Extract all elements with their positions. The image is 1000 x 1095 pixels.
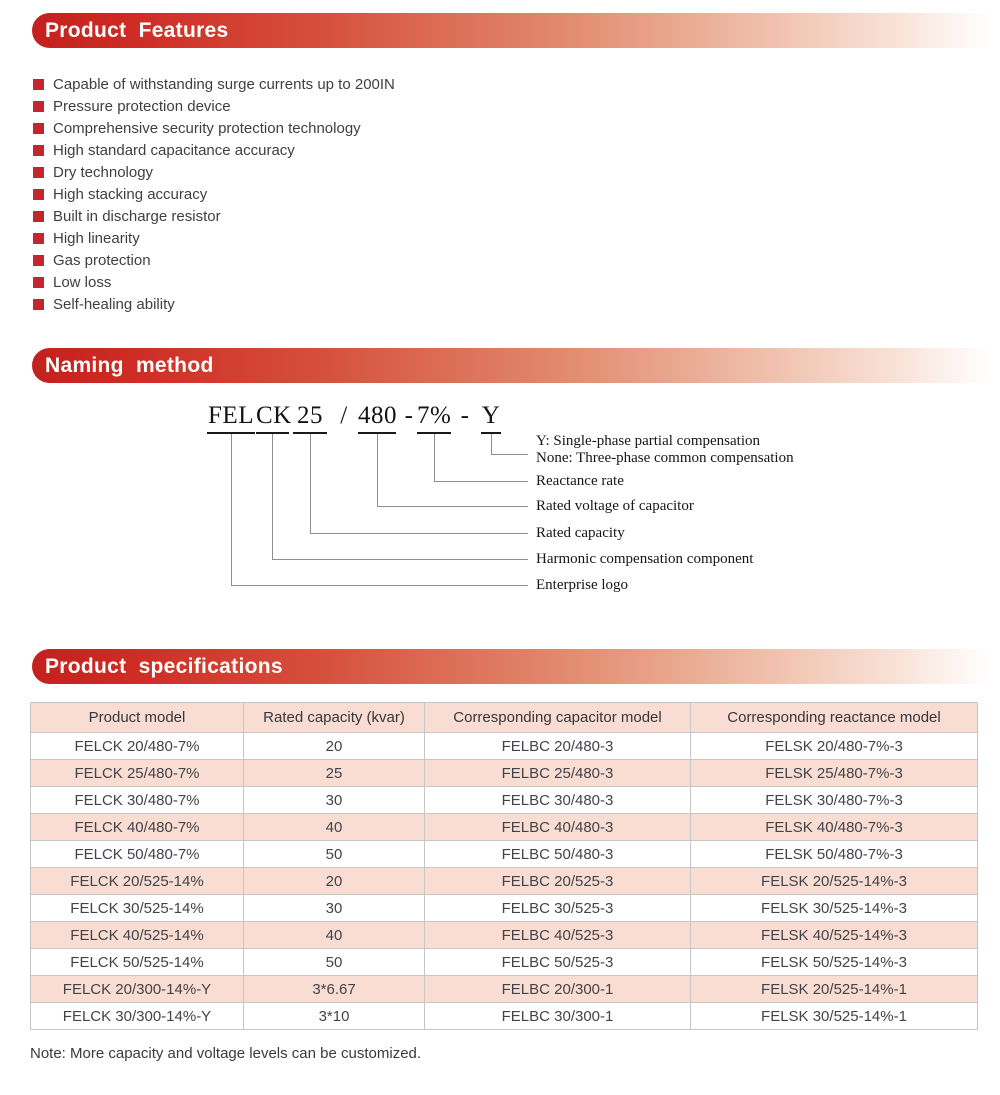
cell-rated-capacity: 50: [244, 841, 425, 868]
code-segment-reactance: 7%: [417, 402, 451, 434]
square-bullet-icon: [33, 123, 44, 134]
cell-rated-capacity: 3*6.67: [244, 976, 425, 1003]
cell-capacitor-model: FELBC 25/480-3: [425, 760, 691, 787]
table-row: [31, 814, 978, 841]
connector-line-phase: [491, 454, 528, 455]
diagram-label-enterprise: Enterprise logo: [536, 577, 629, 593]
feature-item: [33, 227, 1000, 249]
cell-capacitor-model: FELBC 20/525-3: [425, 868, 691, 895]
connector-line-capacity: [310, 533, 528, 534]
cell-capacitor-model: FELBC 20/300-1: [425, 976, 691, 1003]
cell-capacitor-model: FELBC 30/300-1: [425, 1003, 691, 1030]
header-reactance-model: Corresponding reactance model: [691, 703, 978, 733]
cell-capacitor-model: FELBC 30/480-3: [425, 787, 691, 814]
features-section-title: Product Features: [45, 18, 229, 42]
cell-rated-capacity: 50: [244, 949, 425, 976]
cell-rated-capacity: 30: [244, 787, 425, 814]
square-bullet-icon: [33, 79, 44, 90]
cell-rated-capacity: 20: [244, 733, 425, 760]
feature-item: [33, 161, 1000, 183]
cell-reactance-model: FELSK 50/480-7%-3: [691, 841, 978, 868]
cell-rated-capacity: 25: [244, 760, 425, 787]
feature-item: [33, 183, 1000, 205]
feature-text: High stacking accuracy: [53, 185, 208, 203]
feature-text: Built in discharge resistor: [53, 207, 221, 225]
specifications-table: [30, 702, 978, 1030]
cell-reactance-model: FELSK 40/525-14%-3: [691, 922, 978, 949]
code-separator-slash: /: [340, 402, 348, 429]
naming-section-title: Naming method: [45, 353, 214, 377]
table-row: [31, 949, 978, 976]
table-row: [31, 1003, 978, 1030]
naming-diagram: [0, 396, 1000, 624]
feature-text: Gas protection: [53, 251, 151, 269]
connector-line-capacity: [310, 434, 311, 533]
code-segment-enterprise: FEL: [207, 402, 255, 434]
connector-line-voltage: [377, 434, 378, 506]
feature-item: [33, 117, 1000, 139]
diagram-label-harmonic: Harmonic compensation component: [536, 551, 754, 567]
cell-product-model: FELCK 25/480-7%: [31, 760, 244, 787]
feature-text: Capable of withstanding surge currents up to 200IN: [53, 75, 395, 93]
cell-rated-capacity: 30: [244, 895, 425, 922]
square-bullet-icon: [33, 255, 44, 266]
cell-product-model: FELCK 50/525-14%: [31, 949, 244, 976]
cell-product-model: FELCK 30/300-14%-Y: [31, 1003, 244, 1030]
cell-product-model: FELCK 20/300-14%-Y: [31, 976, 244, 1003]
code-separator-dash: -: [460, 402, 470, 429]
feature-item: [33, 73, 1000, 95]
table-row: [31, 976, 978, 1003]
code-segment-capacity: 25: [293, 402, 327, 434]
feature-item: [33, 95, 1000, 117]
cell-capacitor-model: FELBC 30/525-3: [425, 895, 691, 922]
feature-text: Self-healing ability: [53, 295, 175, 313]
diagram-label-phase-y: Y: Single-phase partial compensation: [536, 433, 760, 449]
cell-product-model: FELCK 30/525-14%: [31, 895, 244, 922]
connector-line-reactance: [434, 434, 435, 481]
feature-text: High linearity: [53, 229, 140, 247]
diagram-label-voltage: Rated voltage of capacitor: [536, 498, 694, 514]
feature-item: [33, 249, 1000, 271]
table-row: [31, 922, 978, 949]
code-segment-phase: Y: [481, 402, 501, 434]
cell-reactance-model: FELSK 40/480-7%-3: [691, 814, 978, 841]
header-capacitor-model: Corresponding capacitor model: [425, 703, 691, 733]
connector-line-reactance: [434, 481, 528, 482]
table-row: [31, 841, 978, 868]
cell-product-model: FELCK 40/525-14%: [31, 922, 244, 949]
code-separator-dash: -: [404, 402, 414, 429]
specifications-section-banner: [32, 649, 1000, 684]
square-bullet-icon: [33, 167, 44, 178]
feature-text: Pressure protection device: [53, 97, 231, 115]
cell-capacitor-model: FELBC 40/525-3: [425, 922, 691, 949]
connector-line-enterprise: [231, 585, 528, 586]
features-list: [33, 73, 1000, 315]
feature-item: [33, 205, 1000, 227]
square-bullet-icon: [33, 101, 44, 112]
connector-line-harmonic: [272, 559, 528, 560]
diagram-label-reactance: Reactance rate: [536, 473, 624, 489]
code-segment-voltage: 480: [358, 402, 396, 434]
cell-reactance-model: FELSK 20/480-7%-3: [691, 733, 978, 760]
code-segment-harmonic: CK: [256, 402, 289, 434]
table-row: [31, 733, 978, 760]
header-rated-capacity: Rated capacity (kvar): [244, 703, 425, 733]
feature-item: [33, 271, 1000, 293]
table-row: [31, 787, 978, 814]
square-bullet-icon: [33, 299, 44, 310]
cell-reactance-model: FELSK 25/480-7%-3: [691, 760, 978, 787]
square-bullet-icon: [33, 145, 44, 156]
feature-text: Comprehensive security protection technology: [53, 119, 361, 137]
cell-reactance-model: FELSK 30/525-14%-1: [691, 1003, 978, 1030]
cell-capacitor-model: FELBC 20/480-3: [425, 733, 691, 760]
cell-reactance-model: FELSK 30/525-14%-3: [691, 895, 978, 922]
cell-rated-capacity: 3*10: [244, 1003, 425, 1030]
feature-text: High standard capacitance accuracy: [53, 141, 295, 159]
cell-reactance-model: FELSK 20/525-14%-1: [691, 976, 978, 1003]
table-note: Note: More capacity and voltage levels can be customized.: [30, 1045, 422, 1062]
connector-line-voltage: [377, 506, 528, 507]
features-section-banner: [32, 13, 1000, 48]
feature-item: [33, 139, 1000, 161]
square-bullet-icon: [33, 233, 44, 244]
square-bullet-icon: [33, 189, 44, 200]
feature-text: Low loss: [53, 273, 112, 291]
cell-rated-capacity: 40: [244, 814, 425, 841]
header-product-model: Product model: [31, 703, 244, 733]
cell-capacitor-model: FELBC 40/480-3: [425, 814, 691, 841]
cell-reactance-model: FELSK 30/480-7%-3: [691, 787, 978, 814]
diagram-label-phase-none: None: Three-phase common compensation: [536, 450, 794, 466]
table-row: [31, 760, 978, 787]
cell-product-model: FELCK 40/480-7%: [31, 814, 244, 841]
square-bullet-icon: [33, 211, 44, 222]
naming-section-banner: [32, 348, 1000, 383]
table-header-row: [31, 703, 978, 733]
table-row: [31, 868, 978, 895]
cell-reactance-model: FELSK 20/525-14%-3: [691, 868, 978, 895]
cell-rated-capacity: 20: [244, 868, 425, 895]
cell-capacitor-model: FELBC 50/525-3: [425, 949, 691, 976]
specifications-section-title: Product specifications: [45, 654, 283, 678]
feature-item: [33, 293, 1000, 315]
cell-product-model: FELCK 20/480-7%: [31, 733, 244, 760]
connector-line-harmonic: [272, 434, 273, 559]
cell-product-model: FELCK 30/480-7%: [31, 787, 244, 814]
cell-capacitor-model: FELBC 50/480-3: [425, 841, 691, 868]
cell-rated-capacity: 40: [244, 922, 425, 949]
connector-line-enterprise: [231, 434, 232, 585]
table-row: [31, 895, 978, 922]
diagram-label-capacity: Rated capacity: [536, 525, 625, 541]
cell-product-model: FELCK 50/480-7%: [31, 841, 244, 868]
cell-reactance-model: FELSK 50/525-14%-3: [691, 949, 978, 976]
square-bullet-icon: [33, 277, 44, 288]
cell-product-model: FELCK 20/525-14%: [31, 868, 244, 895]
connector-line-phase: [491, 434, 492, 454]
feature-text: Dry technology: [53, 163, 154, 181]
